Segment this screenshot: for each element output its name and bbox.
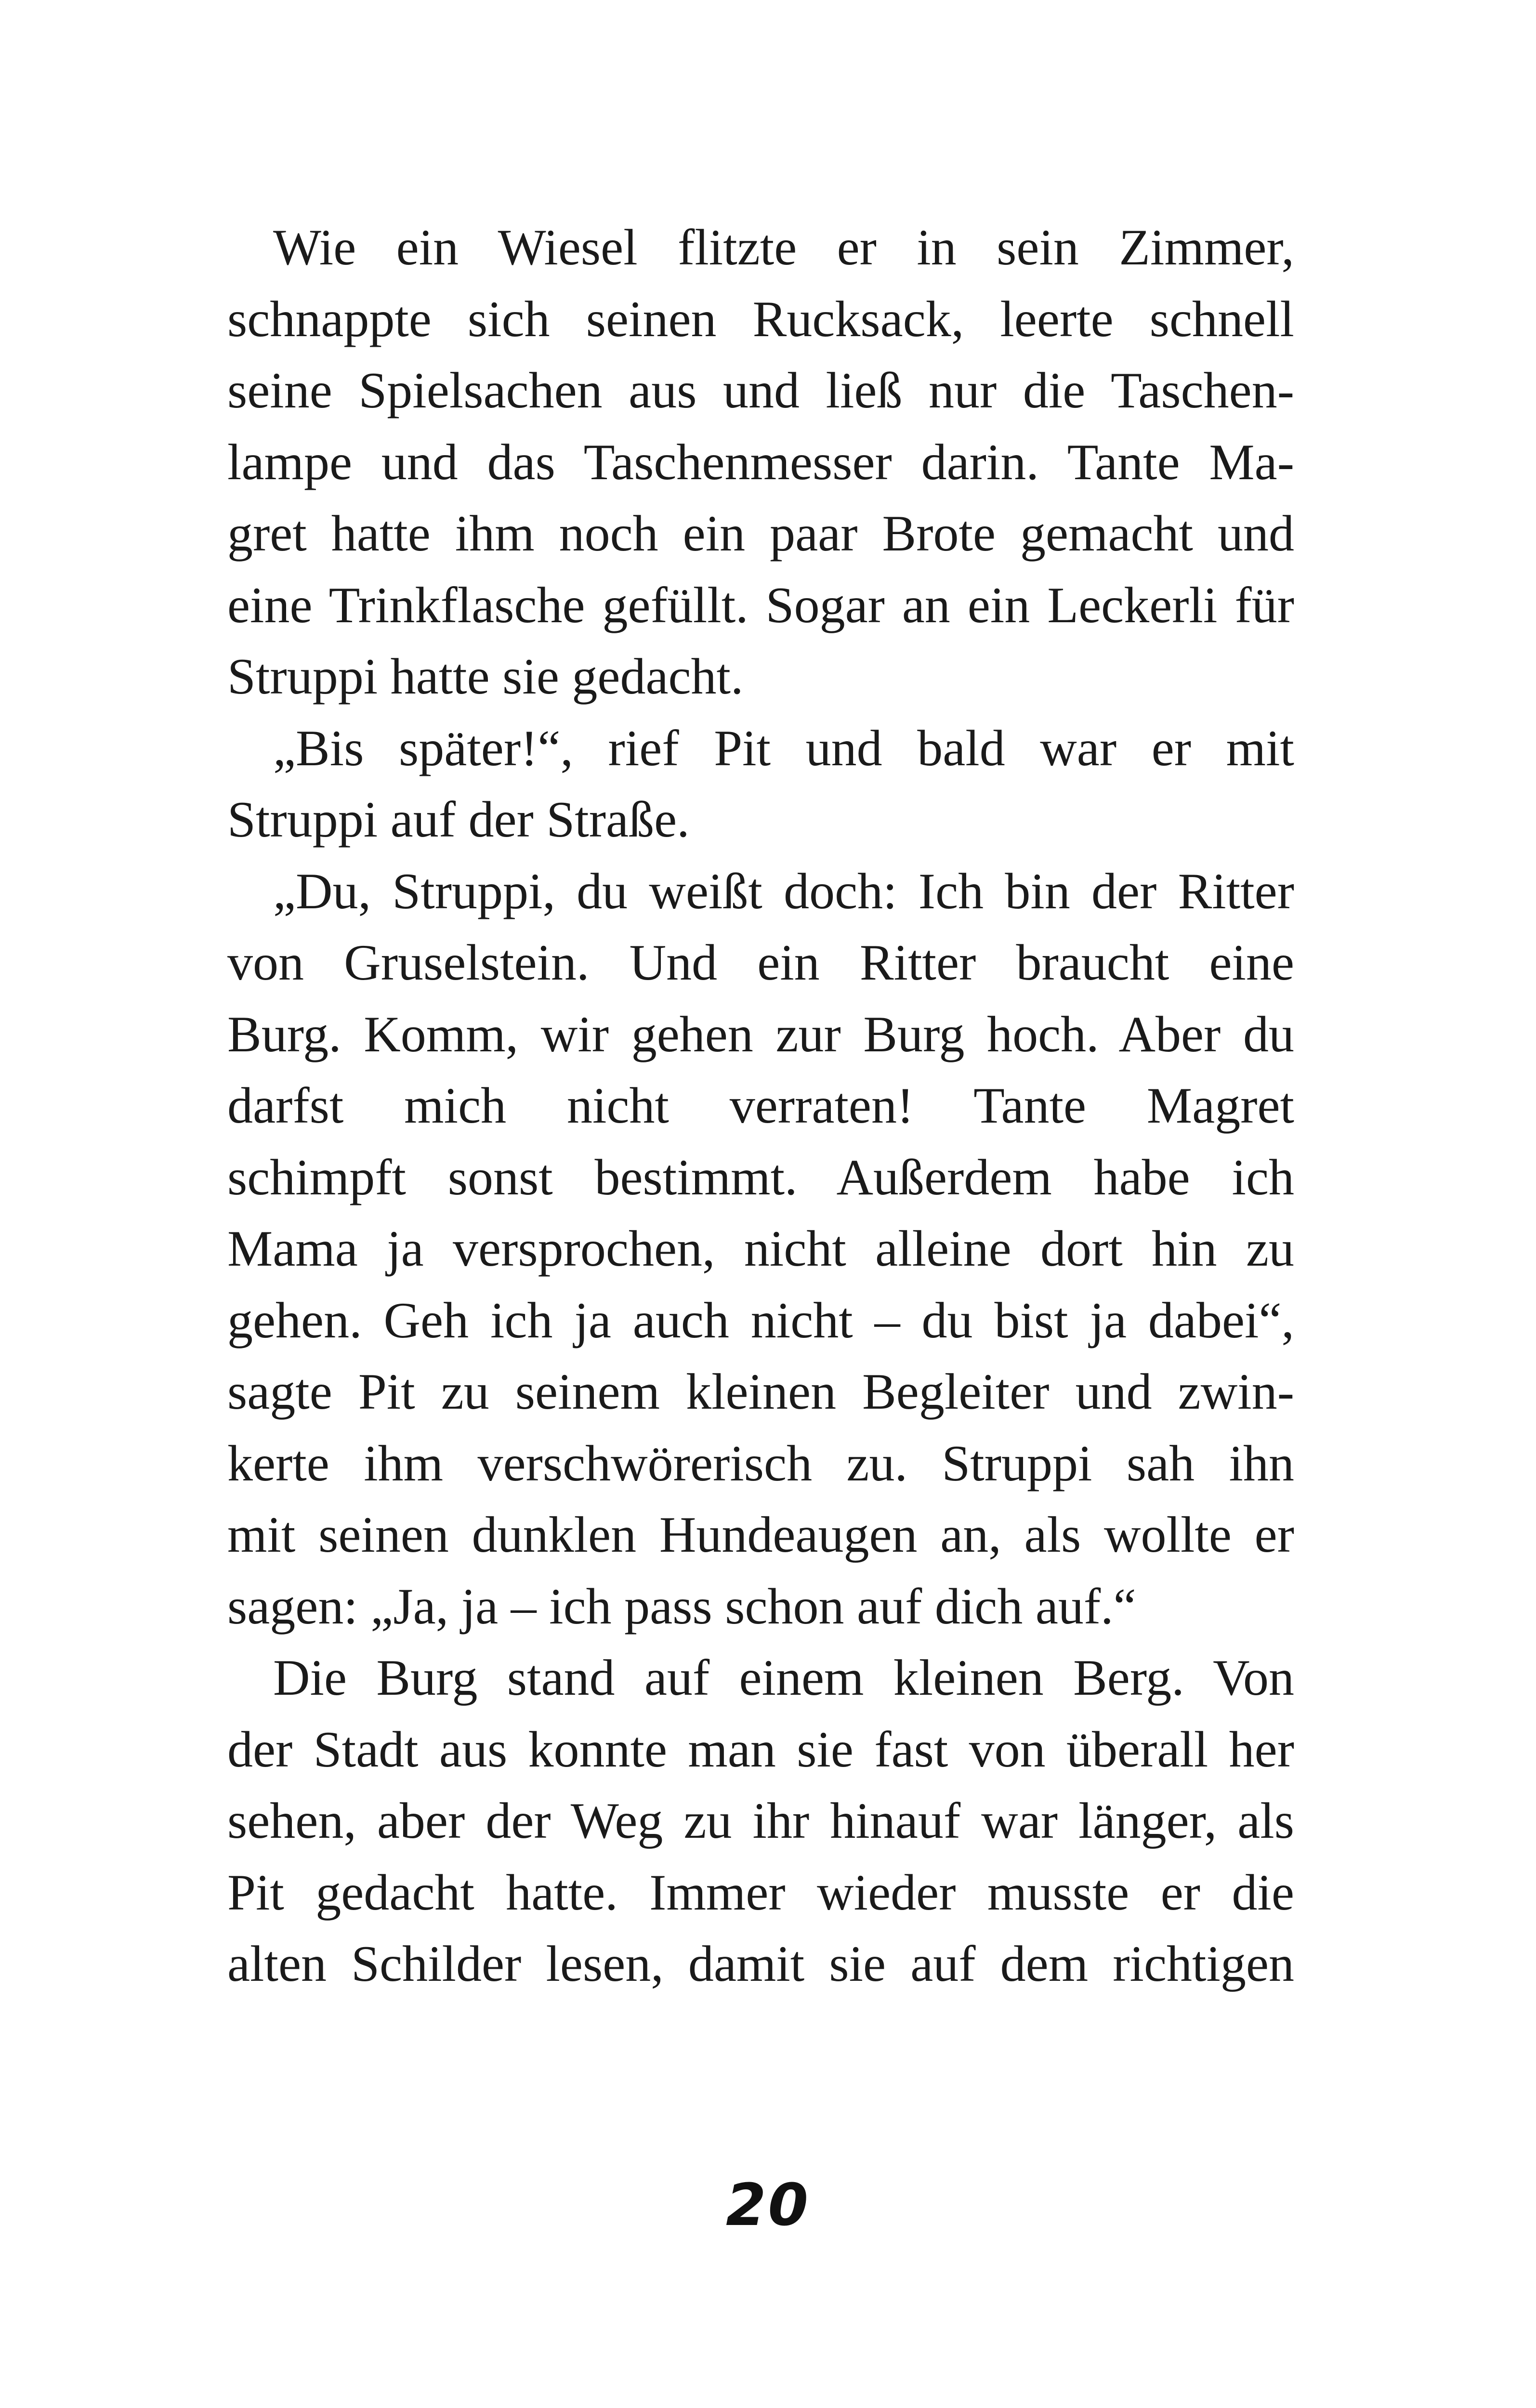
text-line: Mama ja versprochen, nicht alleine dort hin zu bbox=[227, 1220, 1294, 1277]
paragraph-3 bbox=[227, 856, 1294, 1643]
text-line: Pit gedacht hatte. Immer wieder musste er die bbox=[227, 1864, 1294, 1921]
text-line: gehen. Geh ich ja auch nicht – du bist ja dabei“, bbox=[227, 1292, 1294, 1348]
text-line: Struppi hatte sie gedacht. bbox=[227, 648, 744, 705]
text-line: mit seinen dunklen Hundeaugen an, als wollte er bbox=[227, 1506, 1294, 1563]
text-line: seine Spielsachen aus und ließ nur die Taschen- bbox=[227, 362, 1294, 419]
text-line: sagte Pit zu seinem kleinen Begleiter und zwin- bbox=[227, 1363, 1294, 1420]
body-text bbox=[227, 212, 1294, 2000]
text-line: schnappte sich seinen Rucksack, leerte schnell bbox=[227, 290, 1294, 347]
text-line: „Bis später!“, rief Pit und bald war er mit bbox=[273, 720, 1294, 776]
text-line: Burg. Komm, wir gehen zur Burg hoch. Aber du bbox=[227, 1006, 1294, 1062]
text-line: Wie ein Wiesel flitzte er in sein Zimmer, bbox=[273, 219, 1294, 275]
text-line: darfst mich nicht verraten! Tante Magret bbox=[227, 1077, 1294, 1134]
text-line: „Du, Struppi, du weißt doch: Ich bin der Ritter bbox=[273, 863, 1294, 919]
text-line: eine Trinkflasche gefüllt. Sogar an ein Leckerli für bbox=[227, 576, 1294, 633]
paragraph-4 bbox=[227, 1642, 1294, 2000]
paragraph-2 bbox=[227, 713, 1294, 856]
text-line: kerte ihm verschwörerisch zu. Struppi sah ihn bbox=[227, 1435, 1294, 1492]
text-line: sehen, aber der Weg zu ihr hinauf war länger, als bbox=[227, 1793, 1294, 1849]
text-line: lampe und das Taschenmesser darin. Tante Ma- bbox=[227, 433, 1294, 490]
paragraph-1 bbox=[227, 212, 1294, 713]
text-line: alten Schilder lesen, damit sie auf dem richtigen bbox=[227, 1936, 1294, 1992]
text-line: sagen: „Ja, ja – ich pass schon auf dich auf.“ bbox=[227, 1578, 1136, 1635]
text-line: schimpft sonst bestimmt. Außerdem habe ich bbox=[227, 1149, 1294, 1205]
text-line: gret hatte ihm noch ein paar Brote gemacht und bbox=[227, 505, 1294, 562]
text-line: der Stadt aus konnte man sie fast von überall her bbox=[227, 1721, 1294, 1778]
page-number: 20 bbox=[726, 2172, 810, 2239]
text-line: Die Burg stand auf einem kleinen Berg. Von bbox=[273, 1649, 1294, 1706]
text-line: Struppi auf der Straße. bbox=[227, 791, 690, 848]
text-line: von Gruselstein. Und ein Ritter braucht eine bbox=[227, 934, 1294, 991]
